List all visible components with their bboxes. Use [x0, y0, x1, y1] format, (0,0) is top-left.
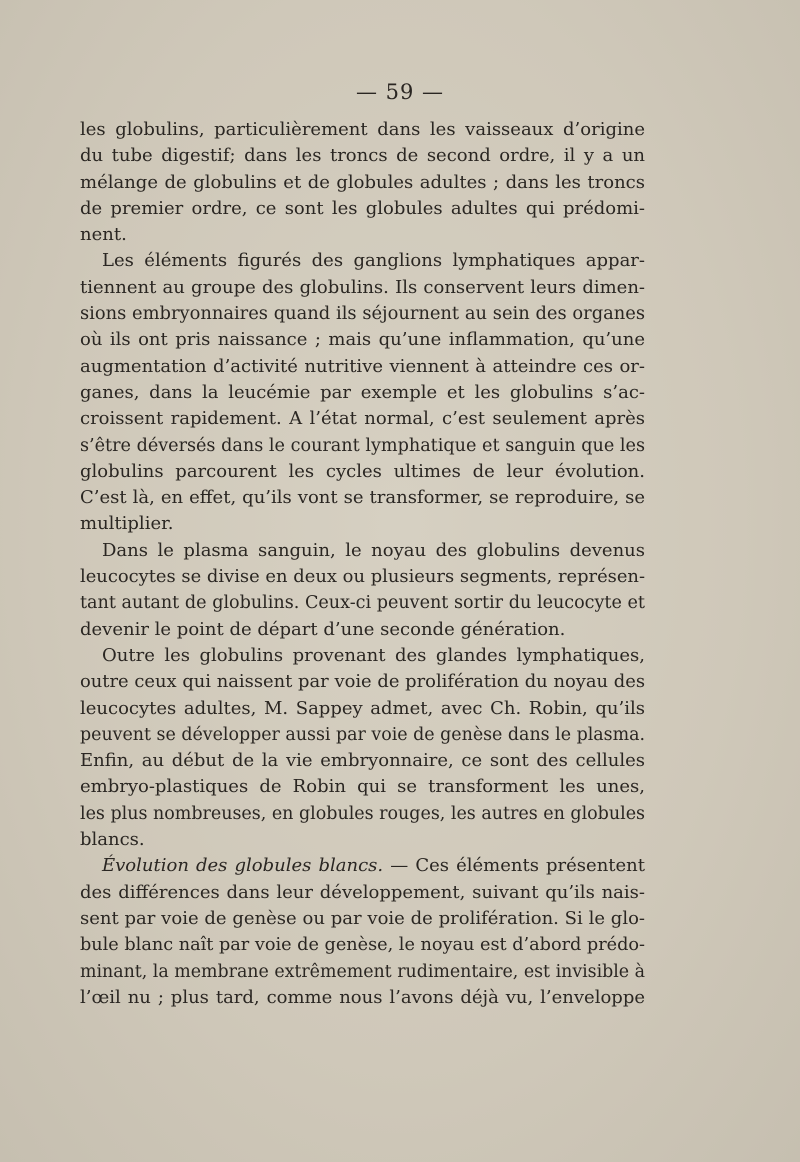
section-heading-line — [80, 853, 645, 879]
text-line: tiennent au groupe des globulins. Ils conservent leurs dimen- — [80, 276, 645, 298]
page-number: — 59 — — [355, 80, 445, 104]
text-line: blancs. — [80, 829, 145, 851]
text-line: C’est là, en effet, qu’ils vont se transformer, se reproduire, se — [80, 487, 645, 509]
text-line: bule blanc naît par voie de genèse, le noyau est d’abord prédo- — [80, 935, 645, 956]
body-text — [80, 117, 645, 1011]
text-line: mélange de globulins et de globules adultes ; dans les troncs — [80, 171, 645, 193]
text-line: multiplier. — [80, 513, 174, 535]
text-line: leucocytes adultes, M. Sappey admet, avec Ch. Robin, qu’ils — [80, 697, 645, 719]
text-line: augmentation d’activité nutritive viennent à atteindre ces or- — [80, 355, 645, 377]
text-line: l’œil nu ; plus tard, comme nous l’avons déjà vu, l’enveloppe — [80, 986, 645, 1008]
text-line: Outre les globulins provenant des glandes lymphatiques, — [102, 644, 645, 666]
text-line: devenir le point de départ d’une seconde génération. — [80, 618, 566, 640]
text-line: s’être déversés dans le courant lymphatique et sanguin que les — [80, 435, 645, 456]
text-line: les globulins, particulièrement dans les vaisseaux d’origine — [80, 119, 645, 140]
text-line: du tube digestif; dans les troncs de second ordre, il y a un — [80, 145, 645, 167]
text-line: embryo-plastiques de Robin qui se transforment les unes, — [80, 776, 645, 798]
text-line: ganes, dans la leucémie par exemple et les globulins s’ac- — [80, 381, 645, 403]
text-line: Dans le plasma sanguin, le noyau des globulins devenus — [102, 539, 645, 561]
text-line: leucocytes se divise en deux ou plusieurs segments, représen- — [80, 566, 645, 588]
text-line: des différences dans leur développement, suivant qu’ils nais- — [80, 881, 645, 903]
text-line: Les éléments figurés des ganglions lymphatiques appar- — [102, 250, 645, 272]
text-line: de premier ordre, ce sont les globules adultes qui prédomi- — [80, 197, 645, 219]
text-line: nent. — [80, 224, 127, 246]
text-line: où ils ont pris naissance ; mais qu’une inflammation, qu’une — [80, 329, 645, 351]
text-line: globulins parcourent les cycles ultimes de leur évolution. — [80, 460, 645, 482]
section-heading: Évolution des globules blancs. — [102, 855, 384, 877]
text-line: peuvent se développer aussi par voie de genèse dans le plasma. — [80, 724, 645, 745]
text-line: minant, la membrane extrêmement rudimentaire, est invisible à — [80, 961, 645, 982]
text-line: sions embryonnaires quand ils séjournent au sein des organes — [80, 303, 645, 325]
text-line: sent par voie de genèse ou par voie de prolifération. Si le glo- — [80, 907, 645, 929]
text-line: outre ceux qui naissent par voie de prolifération du noyau des — [80, 671, 645, 693]
text-line: Enfin, au début de la vie embryonnaire, ce sont des cellules — [80, 750, 645, 772]
text-line: tant autant de globulins. Ceux-ci peuvent sortir du leucocyte et — [80, 593, 645, 614]
text-line: croissent rapidement. A l’état normal, c’est seulement après — [80, 408, 645, 430]
text-line: les plus nombreuses, en globules rouges, les autres en globules — [80, 803, 645, 824]
text-line: — Ces éléments présentent — [390, 855, 645, 877]
